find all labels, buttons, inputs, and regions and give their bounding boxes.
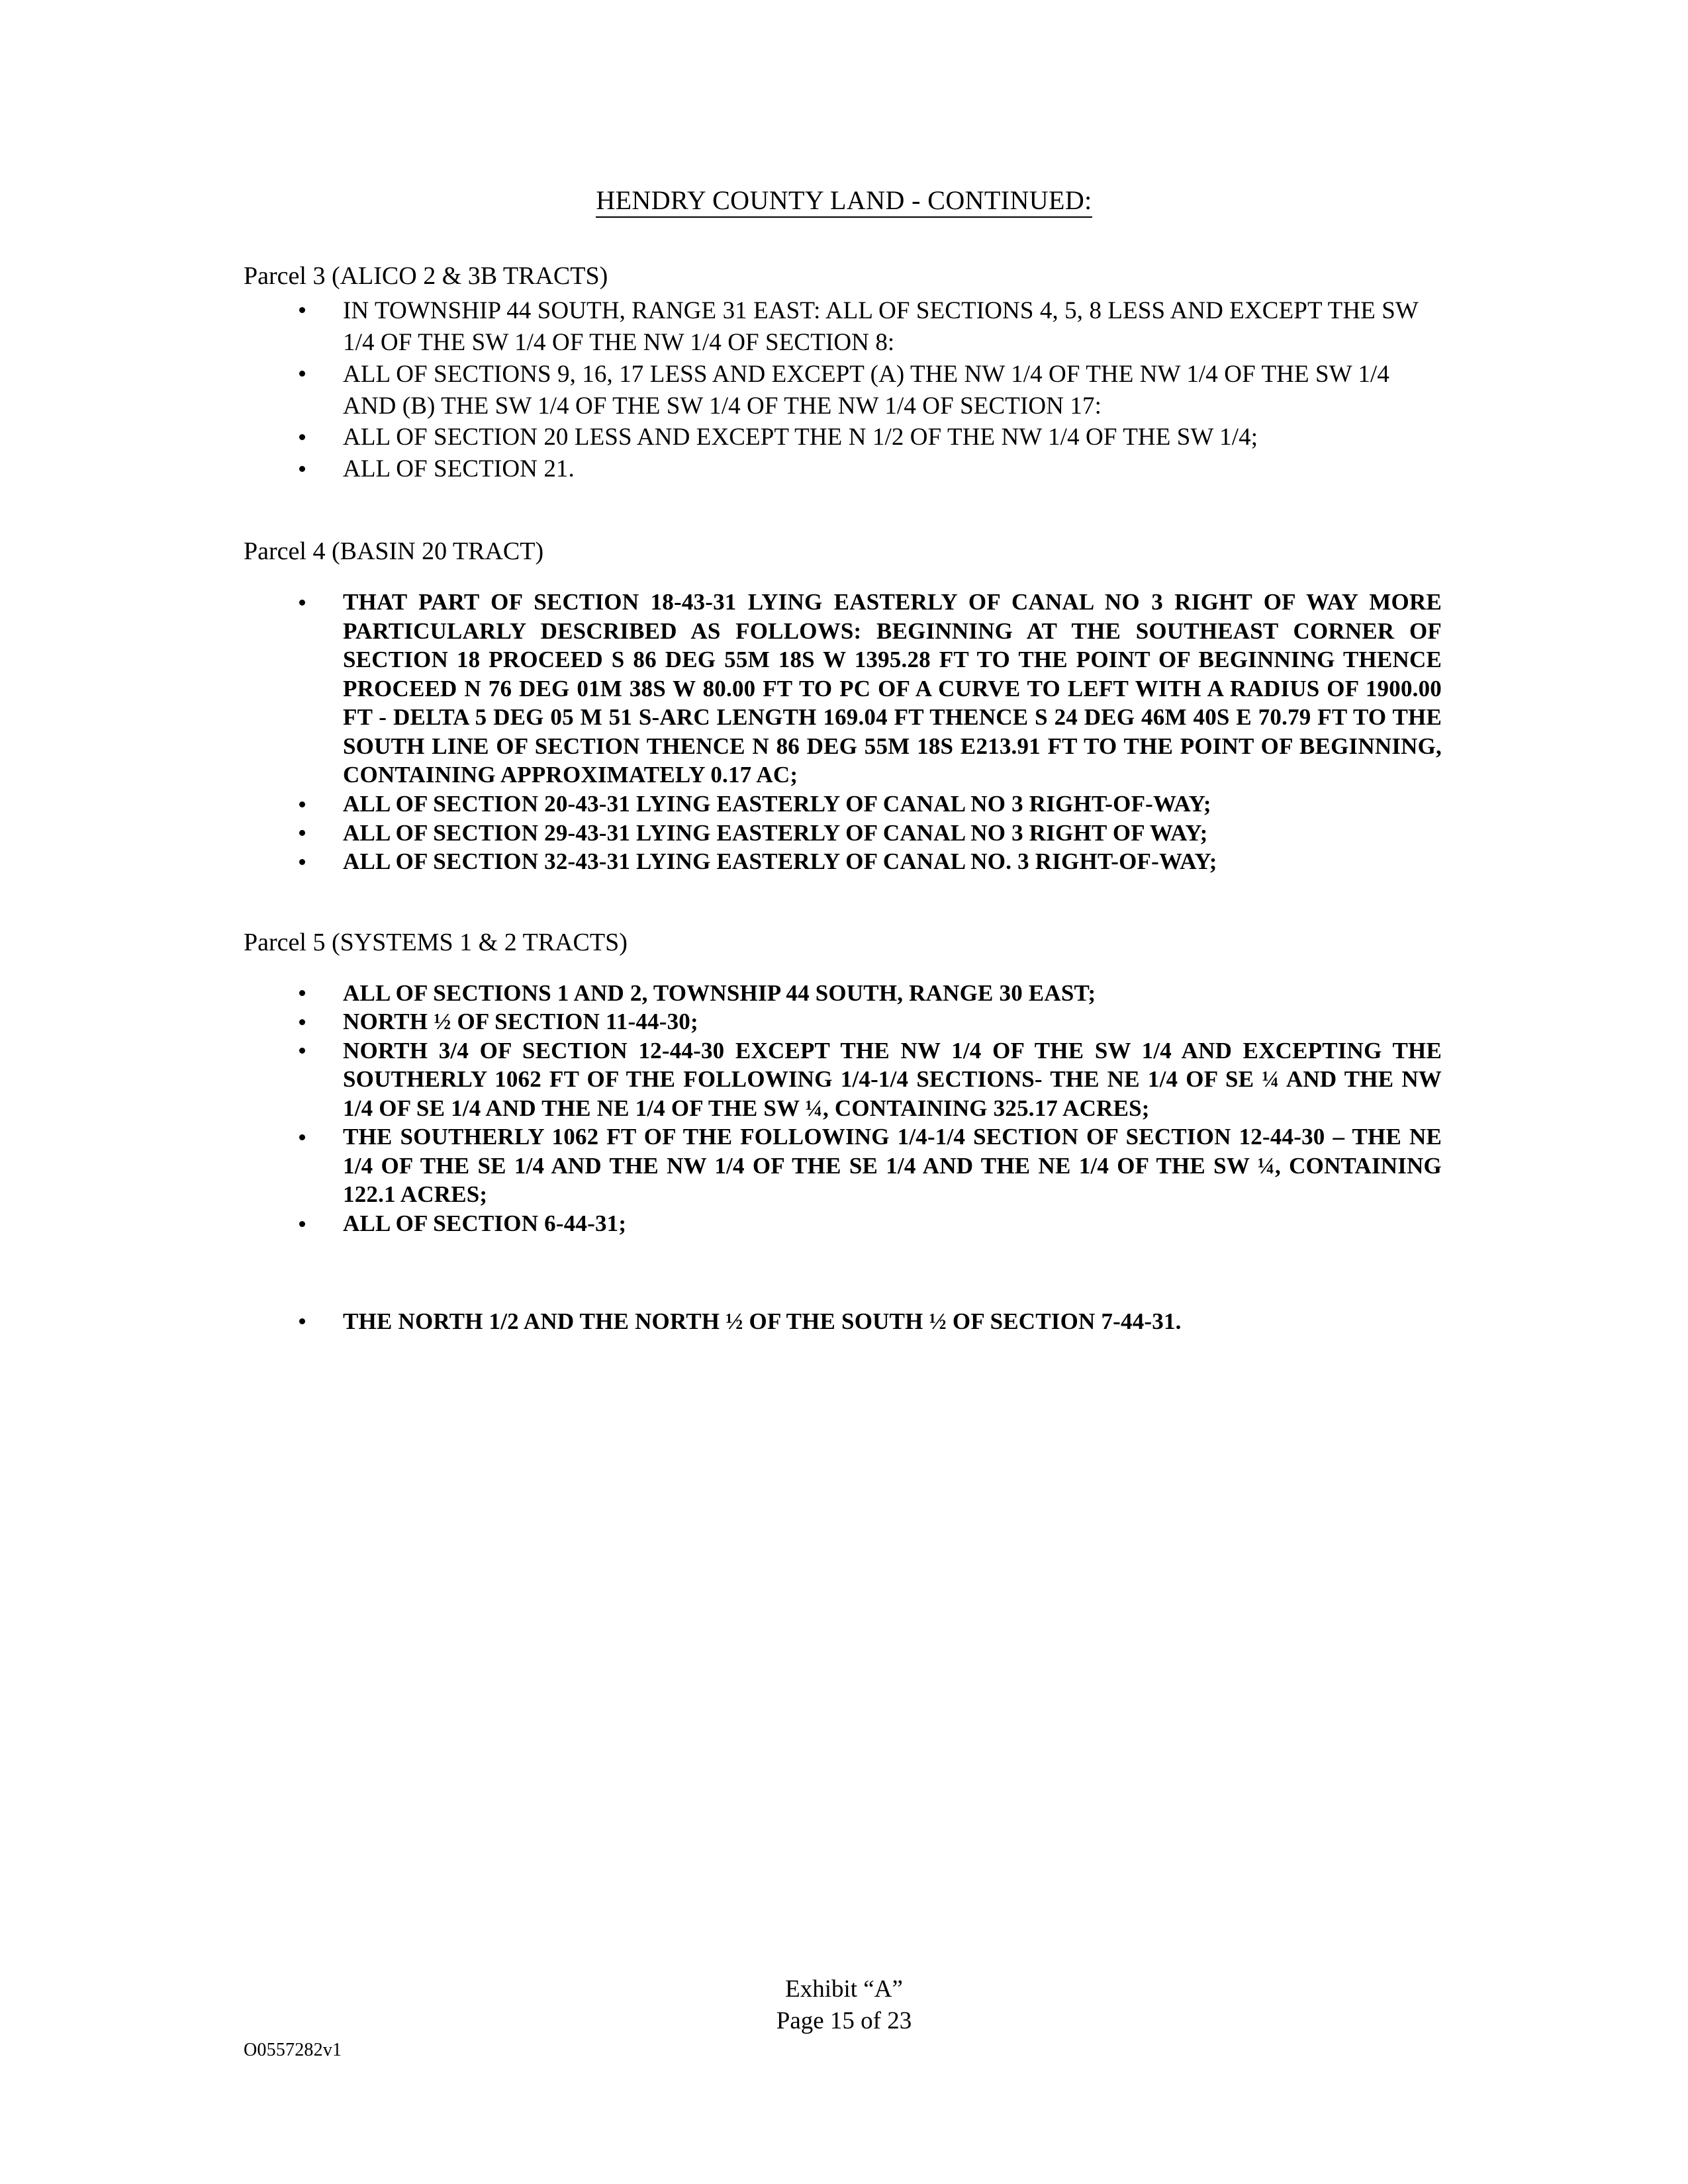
bullet-icon [299, 801, 305, 807]
list-item [244, 979, 1442, 1008]
parcel-heading: Parcel 5 (SYSTEMS 1 & 2 TRACTS) [244, 928, 628, 956]
list-item-text: ALL OF SECTION 29-43-31 LYING EASTERLY OF CANAL NO 3 RIGHT OF WAY; [343, 819, 1208, 846]
bullet-icon [299, 307, 305, 313]
list-item-text: ALL OF SECTION 21. [343, 455, 575, 483]
list-item-text: IN TOWNSHIP 44 SOUTH, RANGE 31 EAST: ALL OF SECTIONS 4, 5, 8 LESS AND EXCEPT THE SW 1/4 OF THE SW 1/4 OF THE NW 1/4 OF SECTION 8: [343, 296, 1419, 356]
bullet-icon [299, 434, 305, 440]
section-spacer [244, 876, 1442, 928]
parcel-section-5 [244, 928, 1442, 1336]
list-item [244, 1209, 1442, 1238]
bullet-icon [299, 1048, 305, 1054]
parcel-section-4 [244, 537, 1442, 876]
bullet-icon [299, 990, 305, 996]
parcel-5-bullet-list [244, 979, 1442, 1238]
page-title-text: HENDRY COUNTY LAND - CONTINUED: [596, 187, 1092, 218]
list-item-text: NORTH ½ OF SECTION 11-44-30; [343, 1009, 698, 1035]
list-item-text: ALL OF SECTION 20-43-31 LYING EASTERLY OF CANAL NO 3 RIGHT-OF-WAY; [343, 791, 1211, 817]
list-item [244, 1307, 1442, 1336]
list-item-text: THE SOUTHERLY 1062 FT OF THE FOLLOWING 1/4-1/4 SECTION OF SECTION 12-44-30 – THE NE 1/4 OF THE SE 1/4 AND THE NW 1/4 OF THE SE 1/4 AND THE NE 1/4 OF THE SW ¼, CONTAINING 122.1 ACRES; [343, 1124, 1442, 1208]
page-number: Page 15 of 23 [776, 2007, 912, 2035]
heading-spacer [244, 570, 1442, 588]
list-item [244, 819, 1442, 848]
list-item-text: THAT PART OF SECTION 18-43-31 LYING EASTERLY OF CANAL NO 3 RIGHT OF WAY MORE PARTICULARLY DESCRIBED AS FOLLOWS: BEGINNING AT THE SOUTHEAST CORNER OF SECTION 18 PROCEED S 86 DEG 55M 18S W 1395.28 FT TO THE POINT OF BEGINNING THENCE PROCEED N 76 DEG 01M 38S W 80.00 FT TO PC OF A CURVE TO LEFT WITH A RADIUS OF 1900.00 FT - DELTA 5 DEG 05 M 51 S-ARC LENGTH 169.04 FT THENCE S 24 DEG 46M 40S E 70.79 FT TO THE SOUTH LINE OF SECTION THENCE N 86 DEG 55M 18S E213.91 FT TO THE POINT OF BEGINNING, CONTAINING APPROXIMATELY 0.17 AC; [343, 589, 1442, 788]
list-item-text: ALL OF SECTION 6-44-31; [343, 1210, 627, 1237]
parcel-section-3 [244, 261, 1442, 485]
list-item-text: ALL OF SECTIONS 1 AND 2, TOWNSHIP 44 SOUTH, RANGE 30 EAST; [343, 979, 1096, 1006]
section-spacer [244, 485, 1442, 537]
list-item [244, 588, 1442, 790]
page-title [0, 187, 1688, 218]
list-item [244, 1036, 1442, 1123]
paragraph-spacer [244, 1238, 1442, 1307]
list-item [244, 1007, 1442, 1036]
bullet-icon [299, 1134, 305, 1140]
list-item [244, 359, 1442, 422]
list-item [244, 790, 1442, 819]
list-item-text: ALL OF SECTION 32-43-31 LYING EASTERLY OF CANAL NO. 3 RIGHT-OF-WAY; [343, 848, 1217, 875]
list-item [244, 422, 1442, 453]
bullet-icon [299, 1318, 305, 1324]
parcel-3-bullet-list [244, 295, 1442, 485]
list-item [244, 295, 1442, 359]
bullet-icon [299, 1019, 305, 1025]
list-item-text: THE NORTH 1/2 AND THE NORTH ½ OF THE SOUTH ½ OF SECTION 7-44-31. [343, 1308, 1182, 1334]
document-id: O0557282v1 [244, 2040, 342, 2060]
bullet-icon [299, 859, 305, 865]
page-footer [0, 1974, 1688, 2037]
heading-spacer [244, 962, 1442, 979]
list-item-text: ALL OF SECTIONS 9, 16, 17 LESS AND EXCEPT (A) THE NW 1/4 OF THE NW 1/4 OF THE SW 1/4 AND (B) THE SW 1/4 OF THE SW 1/4 OF THE NW 1/4 OF SECTION 17: [343, 360, 1389, 420]
exhibit-label: Exhibit “A” [785, 1976, 903, 2003]
parcel-heading: Parcel 4 (BASIN 20 TRACT) [244, 537, 544, 566]
parcel-heading: Parcel 3 (ALICO 2 & 3B TRACTS) [244, 262, 608, 290]
document-body [244, 261, 1442, 1336]
list-item-text: ALL OF SECTION 20 LESS AND EXCEPT THE N 1/2 OF THE NW 1/4 OF THE SW 1/4; [343, 424, 1258, 451]
list-item [244, 1122, 1442, 1209]
bullet-icon [299, 600, 305, 606]
parcel-4-bullet-list [244, 588, 1442, 876]
list-item [244, 453, 1442, 485]
bullet-icon [299, 1221, 305, 1227]
list-item [244, 847, 1442, 876]
bullet-icon [299, 466, 305, 472]
parcel-5-trailing-bullet-list [244, 1307, 1442, 1336]
bullet-icon [299, 371, 305, 377]
list-item-text: NORTH 3/4 OF SECTION 12-44-30 EXCEPT THE NW 1/4 OF THE SW 1/4 AND EXCEPTING THE SOUTHERLY 1062 FT OF THE FOLLOWING 1/4-1/4 SECTIONS- THE NE 1/4 OF SE ¼ AND THE NW 1/4 OF SE 1/4 AND THE NE 1/4 OF THE SW ¼, CONTAINING 325.17 ACRES; [343, 1037, 1442, 1121]
bullet-icon [299, 830, 305, 836]
